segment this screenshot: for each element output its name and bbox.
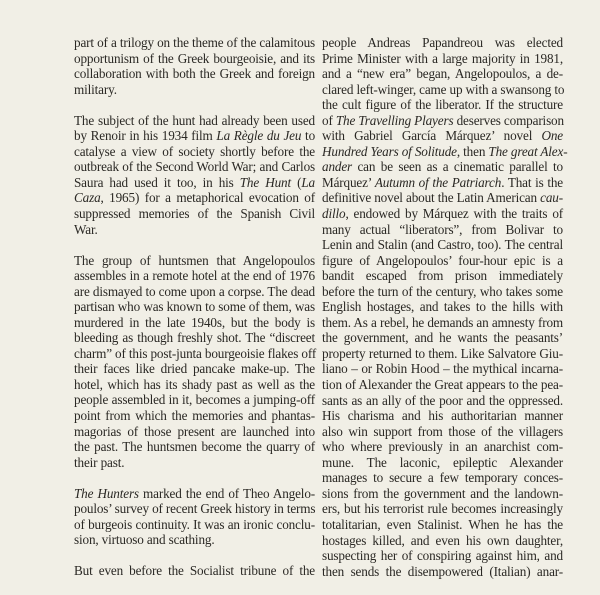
text-line: mune. The laconic, epileptic Alexander (322, 454, 563, 470)
text-line: magorias of those present are launched into (74, 423, 315, 439)
text-line: who where previously in an anarchist com- (322, 439, 563, 455)
text-line: hotel, which has its shady past as well as the (74, 376, 315, 392)
text-line: Saura had used it too, in his The Hunt (La (74, 174, 315, 190)
text-line: Caza, 1965) for a metaphorical evocation of (74, 190, 315, 206)
text-line: point from which the memories and phantas- (74, 408, 315, 424)
text-line: people assembled in it, becomes a jumping-off (74, 392, 315, 408)
text-line: are dismayed to come upon a corpse. The dead (74, 283, 315, 299)
text-line: Hundred Years of Solitude, then The great Alex- (322, 143, 568, 159)
text-line: the cult figure of the liberator. If the structure (322, 97, 563, 113)
text-line: people Andreas Papandreou was elected (322, 35, 563, 50)
text-line: suspecting her of conspiring against him, and (322, 548, 563, 564)
text-line: poulos’ survey of recent Greek history in terms (74, 501, 316, 517)
text-line: Lenin and Stalin (and Castro, too). The central (322, 237, 563, 253)
text-line: bandit escaped from prison immediately (322, 268, 563, 284)
text-line: Prime Minister with a large majority in 1981, (322, 50, 563, 66)
paragraph (74, 113, 315, 237)
text-line: their past. (74, 454, 125, 470)
text-line: of burgeois continuity. It was an ironic conclu- (74, 516, 315, 532)
paragraph (74, 35, 315, 97)
text-line: catalyse a view of society shortly before the (74, 143, 315, 159)
paragraph (74, 486, 315, 548)
text-line: War. (74, 221, 98, 237)
text-line: dillo, endowed by Márquez with the traits of (322, 206, 563, 222)
text-line: collaboration with both the Greek and foreign (74, 66, 315, 82)
text-line: liano – or Robin Hood – the mythical incarna- (322, 361, 563, 377)
text-line: partisan who was known to some of them, was (74, 299, 315, 315)
text-line: figure of Angelopoulos’ four-hour epic is a (322, 252, 563, 268)
text-line: bleeding as though freshly shot. The “discreet (74, 330, 315, 346)
paragraph (74, 253, 315, 471)
text-line: the government, and he wants the peasants’ (322, 330, 563, 346)
paragraph (74, 563, 315, 579)
right-text-column (322, 35, 568, 595)
text-line: with Gabriel García Márquez’ novel One (322, 128, 563, 144)
text-line: totalitarian, even Stalinist. When he has the (322, 516, 563, 532)
text-line: also win support from those of the villagers (322, 423, 563, 439)
text-line: before the turn of the century, who takes some (322, 283, 563, 299)
text-line: suppressed memories of the Spanish Civil (74, 205, 315, 221)
text-line: sions from the government and the landown- (322, 485, 563, 501)
text-line: ander can be seen as a cinematic parallel to (322, 159, 563, 175)
text-line: sion, virtuoso and scathing. (74, 532, 215, 548)
text-line: by Renoir in his 1934 film La Règle du Jeu to (74, 128, 316, 144)
text-line: definitive novel about the Latin American cau- (322, 190, 563, 206)
text-line: sants as an ally of the poor and the oppressed. (322, 392, 563, 408)
text-line: But even before the Socialist tribune of the (74, 563, 315, 579)
text-line: them. As a rebel, he demands an amnesty from (322, 314, 563, 330)
text-line: clared left-winger, came up with a swansong to (322, 81, 565, 97)
text-line: of The Travelling Players deserves comparison (322, 112, 564, 128)
text-line: The Hunters marked the end of Theo Angelo- (74, 485, 316, 501)
text-line: murdered in the late 1940s, but the body is (74, 314, 315, 330)
text-line: tion of Alexander the Great appears to the pea- (322, 377, 563, 393)
text-line: His charisma and his authoritarian manner (322, 408, 563, 424)
text-line: assembles in a remote hotel at the end of 1976 (74, 268, 315, 284)
text-line: The subject of the hunt had already been used (74, 112, 315, 128)
text-line: many actual “liberators”, from Bolivar to (322, 221, 563, 237)
text-line: opportunism of the Greek bourgeoisie, and its (74, 50, 315, 66)
text-line: hostages killed, and even his own daughter, (322, 532, 563, 548)
text-line: outbreak of the Second World War; and Carlos (74, 159, 315, 175)
text-line: Márquez’ Autumn of the Patriarch. That is the (322, 174, 563, 190)
left-text-column (74, 35, 315, 594)
paragraph (322, 35, 568, 579)
text-line: and a “new era” began, Angelopoulos, a de- (322, 66, 563, 82)
text-line: their faces like dried pancake make-up. The (74, 361, 315, 377)
text-line: the past. The huntsmen become the quarry of (74, 439, 315, 455)
text-line: then sends the disempowered (Italian) anar- (322, 563, 563, 579)
text-line: manages to secure a few temporary conces- (322, 470, 563, 486)
text-line: English hostages, and takes to the hills with (322, 299, 563, 315)
text-line: ers, but his terrorist rule becomes increasingly (322, 501, 563, 517)
text-line: The group of huntsmen that Angelopoulos (74, 252, 315, 268)
text-line: property returned to them. Like Salvatore Giu- (322, 345, 563, 361)
text-line: military. (74, 81, 117, 97)
text-line: part of a trilogy on the theme of the calamitous (74, 35, 315, 50)
text-line: charm” of this post-junta bourgeoisie flakes off (74, 345, 317, 361)
